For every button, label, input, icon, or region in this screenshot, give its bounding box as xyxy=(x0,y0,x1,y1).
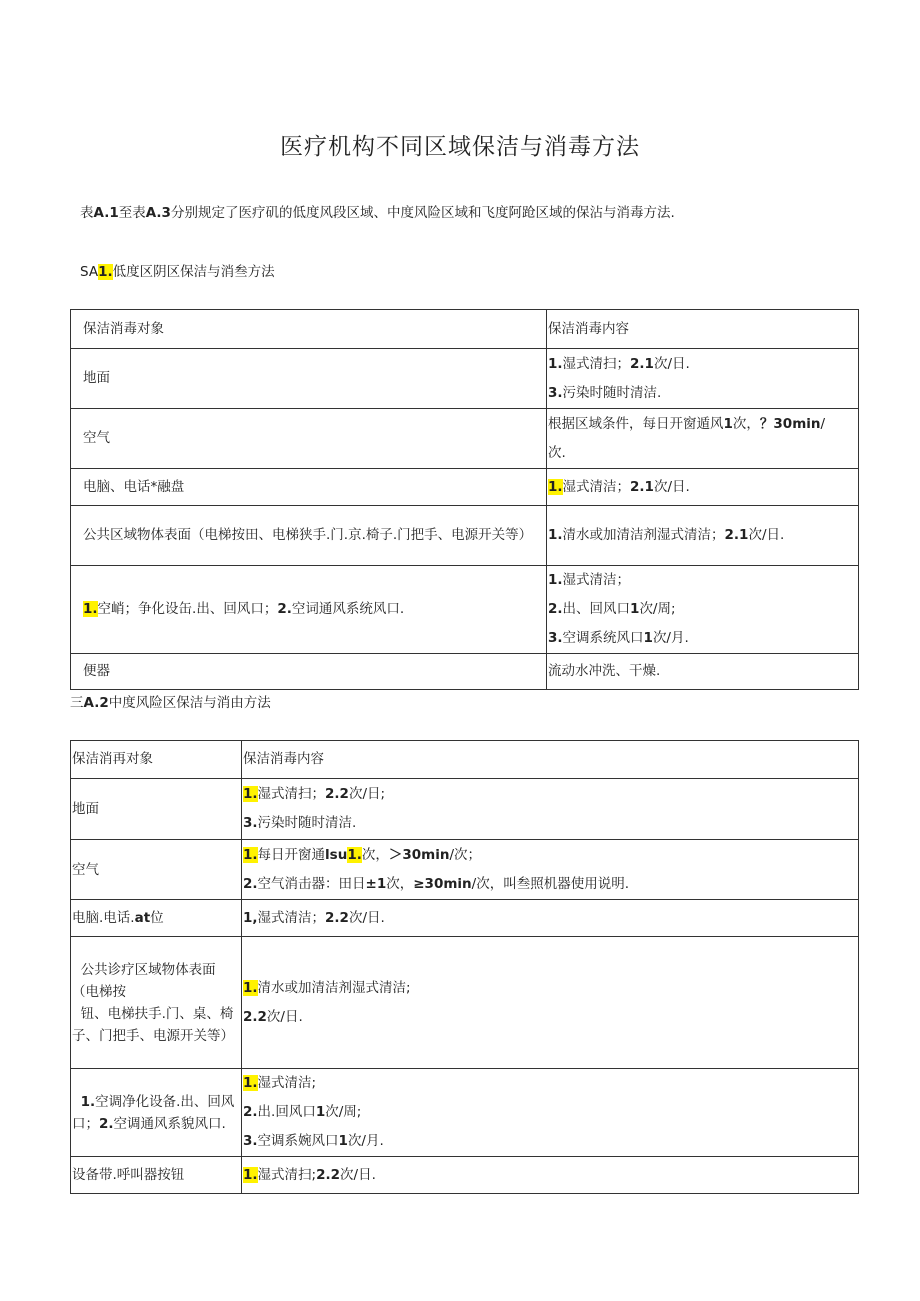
object-line: 1.空调净化设备.出、回风 xyxy=(80,1093,235,1110)
content-line: 次. xyxy=(548,444,566,461)
object-line: 钮、电梯扶手.门、桌、椅 xyxy=(72,1005,234,1022)
content-line: 2.2次/日. xyxy=(243,1008,303,1025)
table-header-row xyxy=(71,310,859,349)
content-line: 3.污染时随时清洁. xyxy=(243,815,357,831)
row-content xyxy=(242,1069,859,1157)
content-line: 流动水冲洗、干燥. xyxy=(548,663,661,679)
row-object xyxy=(71,779,242,840)
content-line: 1.湿式清扫；2.1次/日. xyxy=(548,355,690,372)
content-line: 1.湿式清扫;2.2次/日. xyxy=(243,1166,376,1183)
row-object: 1.空峭；争化设缶.出、回风口；2.空词通风系统风口. xyxy=(71,566,547,654)
table-row xyxy=(71,409,859,469)
header-object: 保洁消再对象 xyxy=(71,741,242,779)
header-content: 保洁消毒内容 xyxy=(242,741,859,779)
row-content xyxy=(242,1157,859,1194)
row-object: 空气 xyxy=(71,409,547,469)
content-line: 3.空调系婉风口1次/月. xyxy=(243,1133,384,1149)
row-content xyxy=(547,409,859,469)
header-object: 保洁消毒对象 xyxy=(71,310,547,349)
content-line: 1.湿式清洁; xyxy=(243,1075,317,1091)
page-title: 医疗机构不同区域保洁与消毒方法 xyxy=(280,134,640,160)
table-row xyxy=(71,506,859,566)
table-row xyxy=(71,349,859,409)
row-object xyxy=(71,840,242,900)
object-line: 子、门把手、电源开关等） xyxy=(72,1027,234,1044)
table-row xyxy=(71,1069,859,1157)
table-row xyxy=(71,840,859,900)
row-content xyxy=(547,469,859,506)
content-line: 2.出、回风口1次/周; xyxy=(548,601,676,617)
table2-caption: 三A.2中度风险区保洁与消由方法 xyxy=(70,695,271,711)
table-row xyxy=(71,654,859,690)
row-content xyxy=(242,900,859,937)
content-line: 1,湿式清洁；2.2次/日. xyxy=(243,909,385,926)
object-line: （电梯按 xyxy=(72,983,126,1000)
table1-caption: SA1.低度区阴区保洁与消叁方法 xyxy=(80,264,275,280)
object-line: 公共诊疗区域物体表面 xyxy=(72,961,216,978)
row-object xyxy=(71,1157,242,1194)
content-line: 2.空气消击器：田日±1次，≥30min/次，叫叁照机器使用说明. xyxy=(243,875,629,892)
row-content xyxy=(547,506,859,566)
row-content xyxy=(242,779,859,840)
table-row xyxy=(71,779,859,840)
content-line: 根据区域条件，每日开窗遁风1次，？30min/ xyxy=(548,415,826,432)
table-row xyxy=(71,937,859,1069)
row-content xyxy=(547,654,859,690)
row-content xyxy=(242,937,859,1069)
object-line: 口；2.空调通风系貌风口. xyxy=(72,1115,226,1132)
object-line: 空气 xyxy=(72,861,99,878)
table-row xyxy=(71,566,859,654)
row-object: 便器 xyxy=(71,654,547,690)
row-object xyxy=(71,937,242,1069)
table-row xyxy=(71,1157,859,1194)
content-line: 1.清水或加清洁剂湿式清洁; xyxy=(243,979,411,996)
row-content xyxy=(547,349,859,409)
table-row xyxy=(71,900,859,937)
table-low-risk xyxy=(70,309,859,690)
row-content xyxy=(242,840,859,900)
content-line: 3.空调系统风口1次/月. xyxy=(548,630,689,646)
object-line: 地面 xyxy=(72,801,99,817)
row-object: 公共区域物体表面（电梯按田、电梯狭手.门.京.椅子.门把手、电源开关等） xyxy=(71,506,547,566)
header-content: 保洁消毒内容 xyxy=(547,310,859,349)
row-object xyxy=(71,1069,242,1157)
content-line: 1.湿式清洁；2.1次/日. xyxy=(548,478,690,495)
table-medium-risk xyxy=(70,740,859,1194)
row-object: 地面 xyxy=(71,349,547,409)
row-content xyxy=(547,566,859,654)
intro-paragraph: 表A.1至表A.3分别规定了医疗矶的低度风段区域、中度风险区域和飞度阿跄区域的保沾与消毒方法. xyxy=(80,205,675,221)
content-line: 1.清水或加清洁剂湿式清洁；2.1次/日. xyxy=(548,527,785,543)
content-line: 1.湿式清洁； xyxy=(548,572,631,588)
table-row xyxy=(71,469,859,506)
object-line: 电脑.电话.at位 xyxy=(72,910,164,926)
row-object: 电脑、电话*融盘 xyxy=(71,469,547,506)
row-object xyxy=(71,900,242,937)
object-line: 设备带.呼叫器按钮 xyxy=(72,1167,185,1183)
content-line: 1.每日开窗通lsu1.次，＞30min/次； xyxy=(243,846,481,863)
content-line: 2.出.回风口1次/周; xyxy=(243,1104,362,1120)
table-header-row xyxy=(71,741,859,779)
content-line: 1.湿式清扫；2.2次/日; xyxy=(243,786,386,802)
content-line: 3.污染时随时清洁. xyxy=(548,384,662,401)
